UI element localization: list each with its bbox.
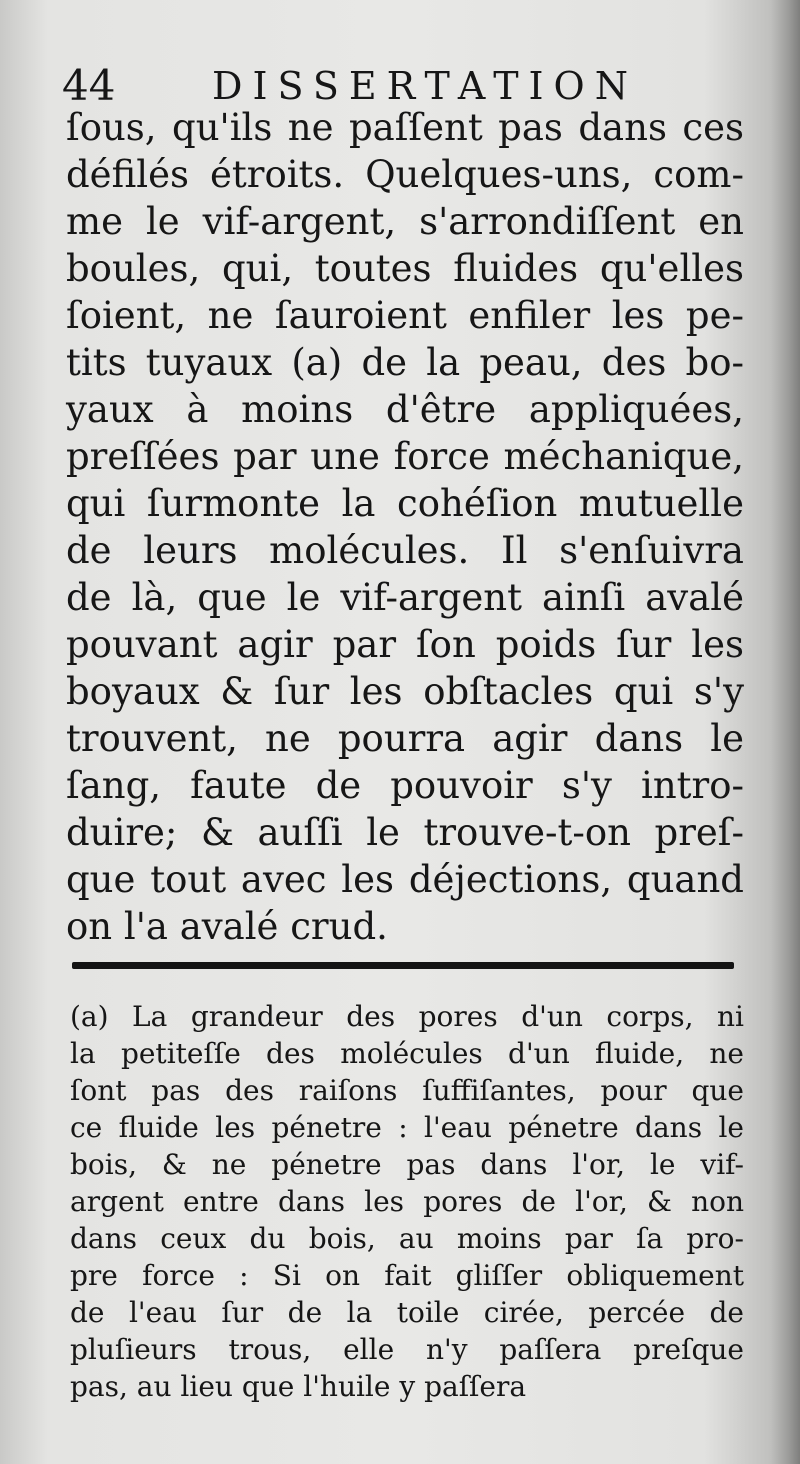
body-line: boyaux & ſur les obſtacles qui s'y: [66, 670, 744, 713]
body-line: tits tuyaux (a) de la peau, des bo-: [66, 341, 744, 384]
body-line: boules, qui, toutes fluides qu'elles: [66, 247, 744, 290]
body-line: preſſées par une force méchanique,: [66, 435, 744, 478]
body-text: [66, 104, 744, 950]
body-line: trouvent, ne pourra agir dans le: [66, 717, 744, 760]
page-number: 44: [62, 61, 116, 110]
footnote-line: pre force : Si on fait gliſſer obliquement: [70, 1259, 744, 1292]
body-line: ſoient, ne ſauroient enfiler les pe-: [66, 294, 744, 337]
footnote-line: argent entre dans les pores de l'or, & non: [70, 1185, 744, 1218]
footnote-line: ce fluide les pénetre : l'eau pénetre dans le: [70, 1111, 744, 1144]
footnote-line: ſont pas des raiſons ſuffiſantes, pour que: [70, 1074, 744, 1107]
body-line: yaux à moins d'être appliquées,: [66, 388, 744, 431]
body-line: ſang, faute de pouvoir s'y intro-: [66, 764, 744, 807]
body-line: de leurs molécules. Il s'enſuivra: [66, 529, 744, 572]
footnote-line: pluſieurs trous, elle n'y paſſera preſque: [70, 1333, 744, 1366]
body-line: duire; & auſſi le trouve-t-on preſ-: [66, 811, 744, 854]
body-line: de là, que le vif-argent ainſi avalé: [66, 576, 744, 619]
body-line: me le vif-argent, s'arrondiſſent en: [66, 200, 744, 243]
body-line: pouvant agir par ſon poids ſur les: [66, 623, 744, 666]
body-line: qui ſurmonte la cohéſion mutuelle: [66, 482, 744, 525]
body-line: défilés étroits. Quelques-uns, com-: [66, 153, 744, 196]
body-line: ſous, qu'ils ne paſſent pas dans ces: [66, 106, 744, 149]
running-head: DISSERTATION: [212, 64, 638, 108]
footnote-line: (a) La grandeur des pores d'un corps, ni: [70, 1000, 744, 1033]
footnote-line: pas, au lieu que l'huile y paſſera: [70, 1370, 527, 1403]
body-line: que tout avec les déjections, quand: [66, 858, 744, 901]
footnote-line: la petiteſſe des molécules d'un fluide, ne: [70, 1037, 744, 1070]
footnote-divider: [72, 962, 734, 969]
body-line: on l'a avalé crud.: [66, 905, 388, 948]
footnote-line: bois, & ne pénetre pas dans l'or, le vif-: [70, 1148, 744, 1181]
footnote-line: dans ceux du bois, au moins par ſa pro-: [70, 1222, 744, 1255]
page-edge-shadow: [770, 0, 800, 1464]
footnote-line: de l'eau ſur de la toile cirée, percée de: [70, 1296, 744, 1329]
footnote: [70, 998, 744, 1405]
